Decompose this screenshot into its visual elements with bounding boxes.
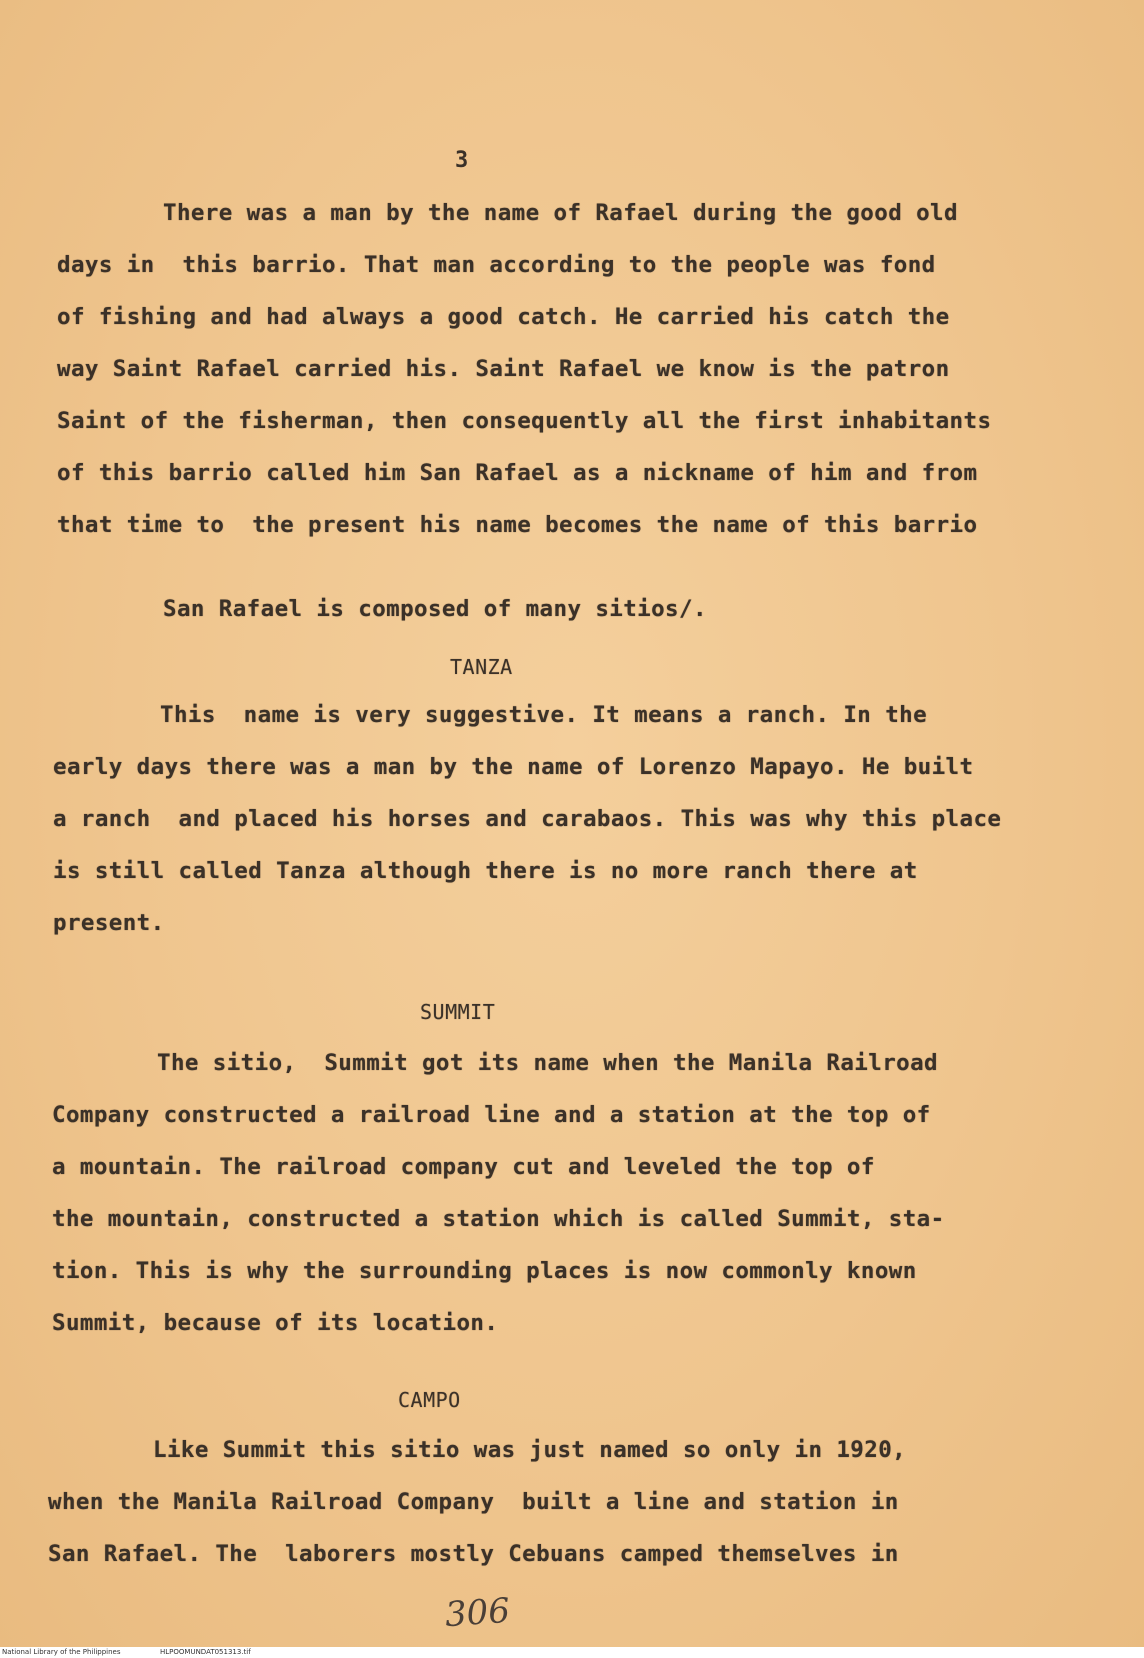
text-line: This name is very suggestive. It means a ranch. In the (160, 702, 928, 728)
text-line: Saint of the fisherman, then consequently all the first inhabitants (57, 408, 992, 434)
text-line: of this barrio called him San Rafael as a nickname of him and from (57, 460, 978, 486)
text-line: early days there was a man by the name of Lorenzo Mapayo. He built (53, 754, 974, 780)
page-number: 3 (455, 148, 469, 173)
text-line: is still called Tanza although there is no more ranch there at (53, 858, 918, 884)
text-line: present. (53, 910, 165, 936)
text-line: tion. This is why the surrounding places is now commonly known (52, 1258, 917, 1284)
section-heading-summit: SUMMIT (420, 1000, 496, 1024)
text-line: Like Summit this sitio was just named so only in 1920, (153, 1437, 907, 1463)
scan-footer (0, 1647, 1144, 1658)
text-line: of fishing and had always a good catch. He carried his catch the (57, 304, 950, 330)
text-line: a ranch and placed his horses and carabaos. This was why this place (53, 806, 1002, 832)
section-heading-campo: CAMPO (398, 1388, 461, 1412)
footer-library: National Library of the Philippines (2, 1648, 121, 1656)
text-line: The sitio, Summit got its name when the Manila Railroad (157, 1050, 938, 1076)
text-line: San Rafael is composed of many sitios/. (163, 596, 707, 622)
text-line: Summit, because of its location. (52, 1310, 499, 1336)
text-line: a mountain. The railroad company cut and leveled the top of (52, 1154, 875, 1180)
text-line: days in this barrio. That man according to the people was fond (57, 252, 936, 278)
handwritten-page-number: 306 (443, 1590, 512, 1636)
text-line: Company constructed a railroad line and a station at the top of (52, 1102, 931, 1128)
text-line: There was a man by the name of Rafael during the good old (163, 200, 958, 226)
section-heading-tanza: TANZA (450, 655, 513, 679)
footer-file-id: HLPOOMUNDAT051313.tif (160, 1648, 251, 1656)
text-line: that time to the present his name becomes the name of this barrio (57, 512, 978, 538)
text-line: the mountain, constructed a station which is called Summit, sta- (52, 1206, 945, 1232)
text-line: San Rafael. The laborers mostly Cebuans camped themselves in (48, 1541, 899, 1567)
text-line: when the Manila Railroad Company built a line and station in (48, 1489, 899, 1515)
text-line: way Saint Rafael carried his. Saint Rafael we know is the patron (57, 356, 950, 382)
